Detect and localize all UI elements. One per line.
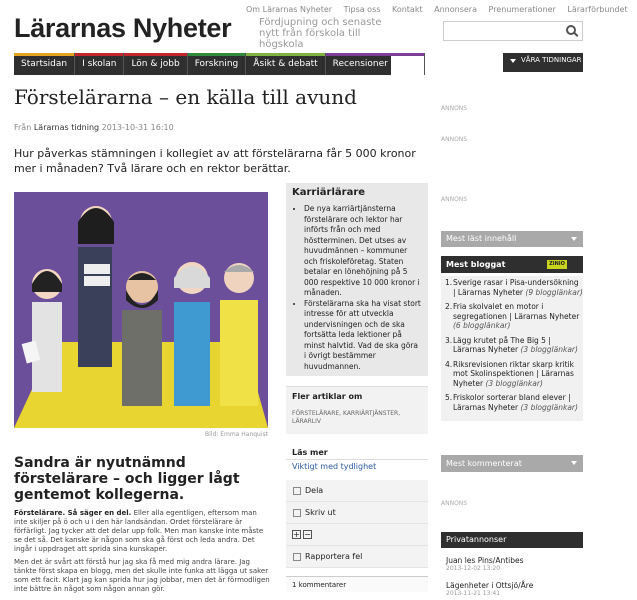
text-size-controls [286,524,428,546]
top-link-tips[interactable]: Tipsa oss [343,5,381,14]
byline-date: 2013-10-31 16:10 [101,123,174,132]
most-commented-label: Mest kommenterat [446,459,522,468]
nav-recensioner[interactable]: Recensioner & tips [326,53,425,75]
body-lead: Förstelärare. Så säger en del. [14,509,132,517]
article-illustration [14,192,268,428]
list-item[interactable]: 5. Friskolor sorterar bland elever | Lärarnas Nyheter (3 blogglänkar) [445,393,578,412]
chevron-down-icon [571,461,577,465]
ad-label: ANNONS [441,500,468,507]
article-subheading: Sandra är nyutnämnd förstelärare – och ligger lågt gentemot kollegerna. [14,455,240,503]
private-ad-item[interactable]: Juan les Pins/Antibes 2013-12-02 13:20 [446,556,524,572]
factbox [286,183,428,376]
print-icon [293,509,301,517]
top-link-about[interactable]: Om Lärarnas Nyheter [246,5,333,14]
search-icon[interactable] [566,25,576,35]
ad-label: ANNONS [441,105,468,112]
share-icon [293,487,301,495]
more-articles-title: Fler artiklar om [292,392,363,401]
nav-lon-jobb[interactable]: Lön & jobb [124,53,187,75]
top-link-advertise[interactable]: Annonsera [434,5,477,14]
factbox-title: Karriärlärare [292,187,366,198]
list-item[interactable]: 2. Fria skolvalet en motor i segregationen | Lärarnas Nyheter (6 blogglänkar) [445,302,580,330]
zoom-in-button[interactable]: + [293,530,300,539]
top-link-union[interactable]: Lärarförbundet [567,5,628,14]
top-link-subscriptions[interactable]: Prenumerationer [488,5,556,14]
private-ad-item[interactable]: Lägenheter i Ottsjö/Åre 2013-11-21 13:41 [446,581,534,597]
body-paragraph-1: Eller alla egentligen, eftersom man inte skiljer på ö och u i den här landsändan. Ordet förstelärare är förfärligt. Jag tycker att det delar upp folk. Men man kanske inte måste se det så. Det kanske är någon som ska gå först och leda andra. Det ingår i uppdraget att sprida sina kunskaper. [14,509,264,553]
article-byline [14,123,174,132]
print-button[interactable] [286,502,428,524]
pencil-icon [293,553,301,561]
report-label: Rapportera fel [305,552,363,561]
zinio-logo: ZINIO [547,260,567,269]
read-more-link[interactable]: Viktigt med tydlighet [286,459,428,473]
nav-forskning[interactable]: Forskning [188,53,247,75]
list-item[interactable]: 4. Riksrevisionen riktar skarp kritik mot Skolinspektionen | Lärarnas Nyheter (3 blogglänkar) [445,359,575,388]
most-blogged-list [441,276,583,421]
more-articles [286,386,428,434]
main-nav [14,53,418,75]
image-credit: Bild: Emma Hanquist [205,431,268,438]
list-item[interactable]: 1. Sverige rasar i Pisa-undersökning | Lärarnas Nyheter (9 blogglänkar) [445,278,583,297]
factbox-item: • De nya karriärtjänsterna förstelärare och lektor har införts från och med höstterminen. Det utses av huvudmännen – kommuner och friskoleföretag. Staten betalar en lönehöjning på 5 000 respektive 10 000 kronor i månaden. [304,204,422,299]
most-blogged-label: Mest bloggat [446,260,506,269]
nav-asikt-debatt[interactable]: Åsikt & debatt [246,53,325,75]
article-body [14,509,272,598]
comments-count[interactable]: 1 kommentarer [286,576,428,592]
top-link-contact[interactable]: Kontakt [391,5,423,14]
more-articles-tags[interactable]: FÖRSTELÄRARE, KARRIÄRTJÄNSTER, LÄRARLIV [292,410,401,425]
list-item[interactable]: 3. Lägg krutet på The Big 5 | Lärarnas Nyheter (3 blogglänkar) [445,335,578,354]
byline-source[interactable]: Lärarnas tidning [33,123,100,132]
byline-prefix: Från [14,123,32,132]
private-ads-header: Privatannonser [441,532,583,548]
article-tools [286,480,428,568]
report-error-button[interactable] [286,546,428,568]
read-more [286,446,428,473]
factbox-item: • Förstelärarna ska ha visat stort intresse för att utveckla undervisningen och de ska fortsätta leda lektioner på minst halvtid. Vad de ska göra i övrigt bestämmer huvudmannen. [304,299,422,373]
tab-most-read[interactable] [441,231,583,247]
search-input[interactable] [443,21,583,41]
illustration-teachers [14,192,268,428]
read-more-title: Läs mer [292,448,328,457]
ad-label: ANNONS [441,136,468,143]
top-links [246,5,637,14]
chevron-down-icon [571,237,577,241]
vara-tidningar-dropdown[interactable]: VÅRA TIDNINGAR [503,53,583,72]
share-label: Dela [305,486,324,495]
share-button[interactable] [286,480,428,502]
nav-startsidan[interactable]: Startsidan [14,53,75,75]
body-paragraph-2: Men det är svårt att förstå hur jag ska få med mig andra lärare. Jag tänkte först skapa en blogg, men det skulle inte funka att lägga ut saker som ett facit. Klart jag kan sprida hur jag jobbar, men det är förmodligen inte bättre än något som någon annan gör. [14,558,270,593]
ad-label: ANNONS [441,196,468,203]
site-logo[interactable]: Lärarnas Nyheter [14,13,232,43]
zoom-out-button[interactable]: − [304,530,311,539]
tab-most-commented[interactable] [441,455,583,472]
article-ingress: Hur påverkas stämningen i kollegiet av att förstelärarna får 5 000 kronor mer i månaden? Två lärare och en rektor berättar. [14,147,416,175]
site-tagline: Fördjupning och senaste nytt från förskola till högskola [259,17,382,50]
tab-most-blogged[interactable] [441,256,583,273]
most-read-label: Mest läst innehåll [446,234,517,243]
article-title: Förstelärarna – en källa till avund [14,85,357,109]
print-label: Skriv ut [305,508,336,517]
nav-i-skolan[interactable]: I skolan [75,53,124,75]
